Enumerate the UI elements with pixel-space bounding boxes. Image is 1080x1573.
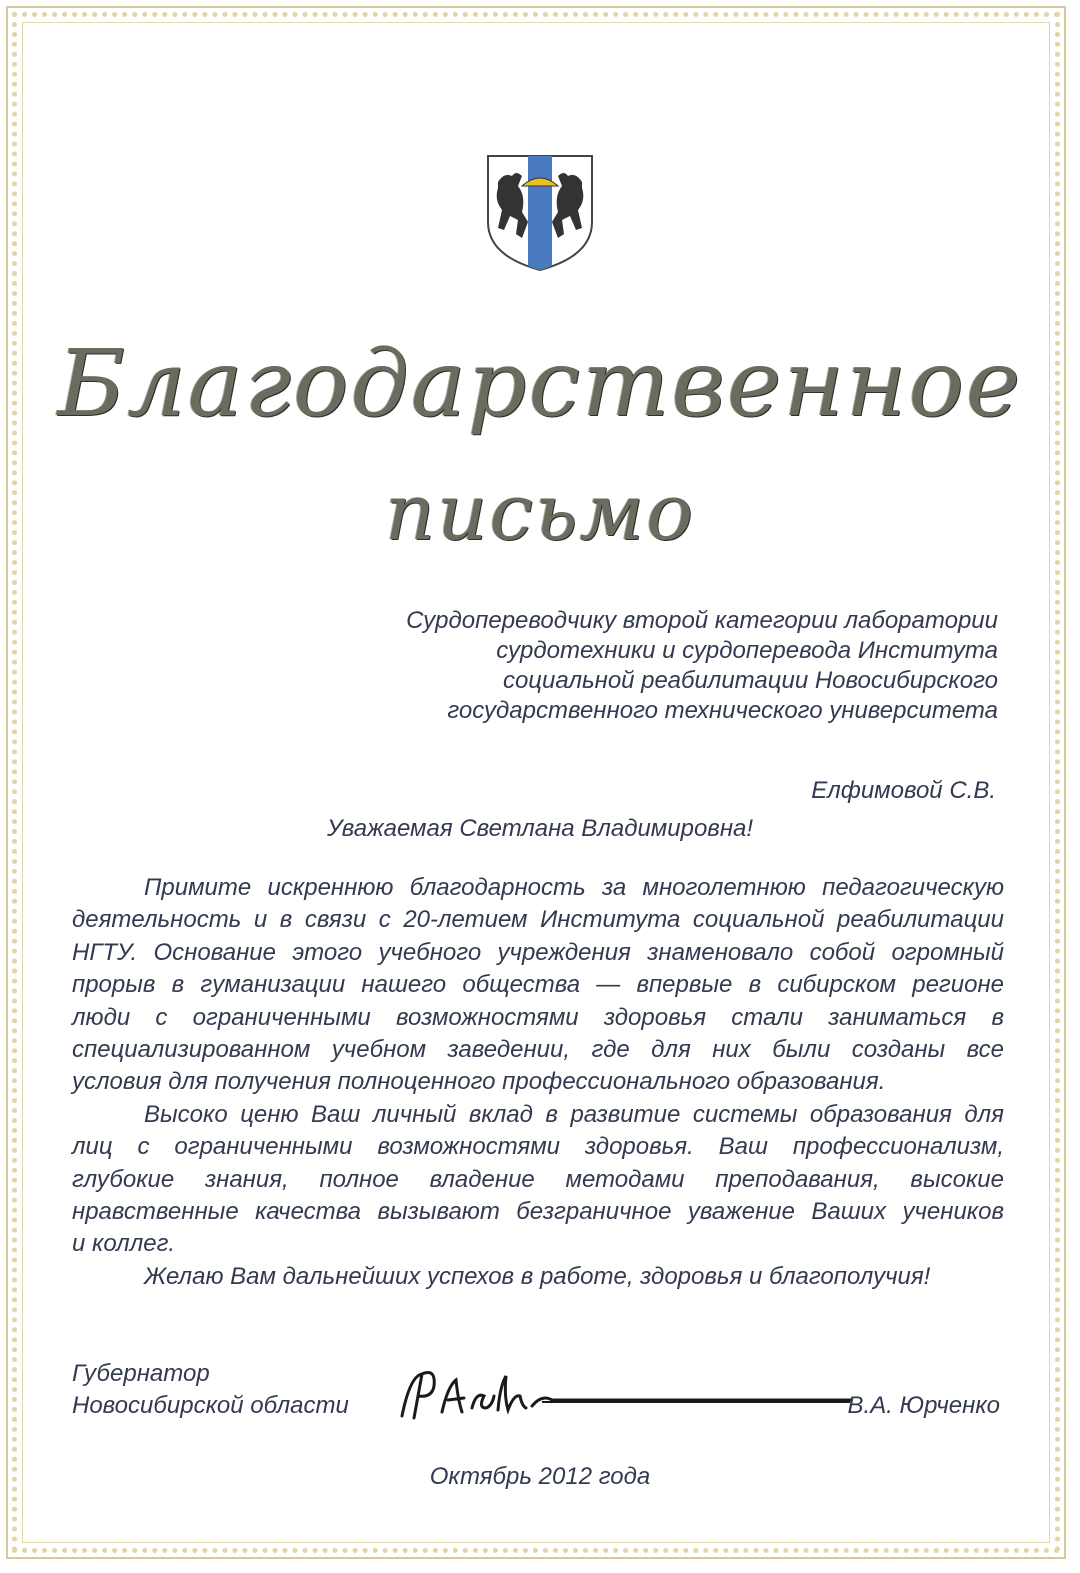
addressee-block [298,606,998,726]
signer-position-line: Губернатор [72,1360,210,1387]
greeting: Уважаемая Светлана Владимировна! [326,815,754,842]
signature-icon [392,1356,852,1436]
body-line: НГТУ. Основание этого учебного учреждения знаменовало собой огромный [72,938,1004,966]
signer-position-line: Новосибирской области [72,1392,349,1419]
signer-name: В.А. Юрченко [847,1392,1000,1419]
addressee-line: Сурдопереводчику второй категории лаборатории [406,607,998,634]
body-line: нравственные качества вызывают безграничное уважение Ваших учеников [72,1198,1004,1226]
body-line: деятельность и в связи с 20-летием Института социальной реабилитации [72,906,1004,934]
body-line: Примите искреннюю благодарность за многолетнюю педагогическую [144,874,1004,901]
addressee-line: государственного технического университета [447,697,998,724]
body-line: глубокие знания, полное владение методами преподавания, высокие [72,1165,1004,1193]
addressee-line: социальной реабилитации Новосибирского [502,667,998,694]
document-title: Благодарственное [57,330,1023,437]
body-line: лиц с ограниченными возможностями здоровья. Ваш профессионализм, [72,1133,1004,1161]
document-title-subtitle: письмо [384,468,696,558]
addressee-line: сурдотехники и сурдоперевода Института [496,637,998,664]
body-line: люди с ограниченными возможностями здоровья стали заниматься в [72,1003,1004,1031]
body-line: прорыв в гуманизации нашего общества — впервые в сибирском регионе [72,971,1004,999]
addressee-name: Елфимовой С.В. [811,777,996,804]
body-line: Высоко ценю Ваш личный вклад в развитие системы образования для [144,1100,1004,1128]
body-line: специализированном учебном заведении, где для них были созданы все [72,1036,1004,1064]
body-line: Желаю Вам дальнейших успехов в работе, здоровья и благополучия! [144,1262,931,1290]
body-line: условия для получения полноценного профессионального образования. [72,1068,886,1096]
body-line: и коллег. [72,1230,176,1258]
letter-body [72,872,1004,1293]
document-date: Октябрь 2012 года [429,1463,651,1490]
signer-position [72,1358,349,1422]
coat-of-arms-icon [484,152,596,274]
